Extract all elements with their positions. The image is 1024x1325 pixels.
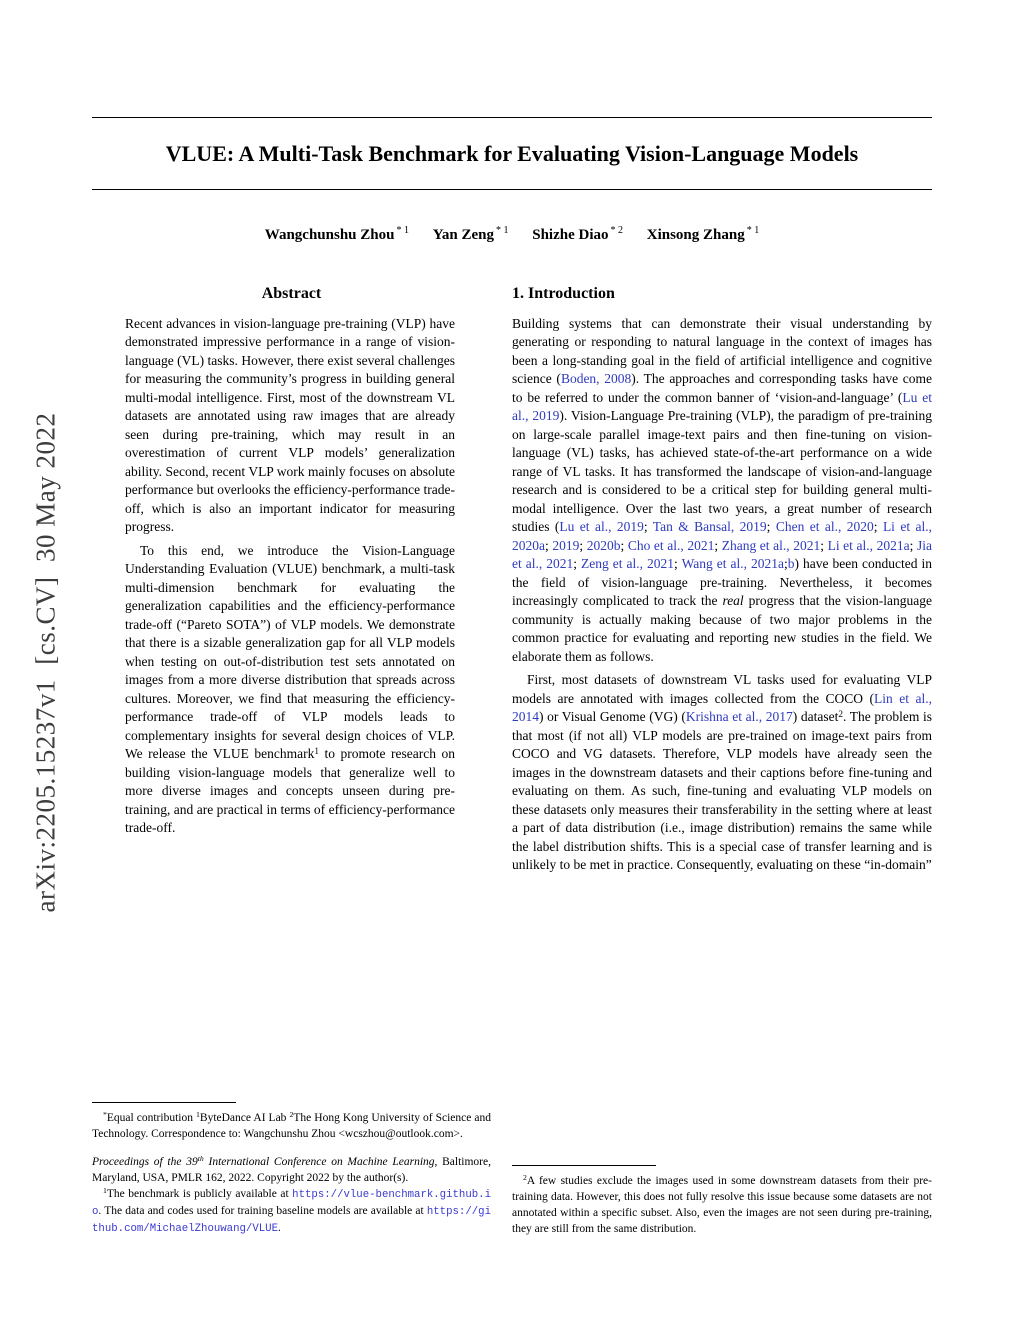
author-affiliation-mark: * 1 [495,225,509,236]
right-footnote-block [512,1165,932,1237]
url-link[interactable]: https://github.com/MichaelZhouwang/VLUE [92,1206,491,1236]
citation-link[interactable]: Lu et al., 2019 [512,389,932,424]
left-column [92,285,491,1237]
citation-link[interactable]: Chen et al., 2020 [775,519,874,535]
paper-title: VLUE: A Multi-Task Benchmark for Evaluating Vision-Language Models [165,141,859,166]
author-affiliation-mark: * 1 [746,225,760,236]
introduction-paragraph-2: First, most datasets of downstream VL tasks used for evaluating VLP models are annotated with images collected from the COCO (Lin et al., 2014) or Visual Genome (VG) (Krishna et al., 2017) dataset$^2$. The problem is that most (if not all) VLP models are pre-trained on image-text pairs from COCO and VG datasets. Therefore, VLP models have already seen the images in the downstream datasets and their captions before fine-tuning and evaluating on them. As such, fine-tuning and evaluating VLP models on these datasets only measures their transferability in the setting where at least a part of data distribution (i.e., image distribution) remains the same while the label distribution shifts. This is a special case of transfer learning and is unlikely to be met in practice. Consequently, evaluating on these “in-domain” [512,672,933,873]
abstract-heading: Abstract [261,285,322,302]
citation-link[interactable]: Li et al., 2021a [827,537,910,553]
right-column [512,285,932,1237]
citation-link[interactable]: Boden, 2008 [560,371,632,387]
paper-content [92,0,932,1237]
introduction-body [512,315,932,875]
dataset-footnote: $^2$A few studies exclude the images used in some downstream datasets from their pre-training data. However, this does not fully resolve this issue because some datasets are not annotated within a specific subset. Also, even the images are not seen during pre-training, they are still from the same distribution. [512,1172,932,1235]
author-affiliation-mark: * 2 [610,225,623,236]
citation-link[interactable]: Wang et al., 2021a [681,556,784,572]
equal-contribution-footnote: *Equal contribution $^1$ByteDance AI Lab $^2$The Hong Kong University of Science and Technology. Correspondence to: Wangchunshu Zhou <wcszhou@outlook.com>. [92,1109,491,1140]
benchmark-footnote: $^1$The benchmark is publicly available at https://vlue-benchmark.github.io. The data and codes used for training baseline models are available at https://github.com/MichaelZhouwang/VLUE. [92,1186,491,1236]
arxiv-watermark-strip [4,0,88,1325]
citation-link[interactable]: Lu et al., 2019 [559,519,644,535]
author-affiliation-mark: * 1 [396,225,409,236]
left-footnote-block [92,1102,491,1237]
footnote-rule [92,1102,236,1103]
abstract-paragraph-1: Recent advances in vision-language pre-training (VLP) have demonstrated impressive performance in a range of vision-language (VL) tasks. However, there exist several challenges for measuring the community’s progress in building general multi-modal intelligence. First, most of the downstream VL datasets are annotated using raw images that are already seen during pre-training, which may result in an overestimation of current VLP models’ generalization ability. Second, recent VLP work mainly focuses on absolute performance but overlooks the efficiency-performance trade-off, which is also an important indicator for measuring progress. [125,316,455,535]
author-name: Yan Zeng $^{* 1}$ [432,225,509,243]
introduction-paragraph-1: Building systems that can demonstrate their visual understanding by generating or responding to natural language in the context of images has been a long-standing goal in the field of artificial intelligence and cognitive science (Boden, 2008). The approaches and corresponding tasks have come to be referred to under the common banner of ‘vision-and-language’ (Lu et al., 2019). Vision-Language Pre-training (VLP), the paradigm of pre-training on large-scale parallel image-text pairs and then fine-tuning on vision-language (VL) tasks, has achieved state-of-the-art performance on a wide range of VL tasks. It has transformed the landscape of vision-and-language research and is considered to be a critical step for building general multi-modal intelligence. Over the last two years, a great number of research studies (Lu et al., 2019; Tan & Bansal, 2019; Chen et al., 2020; Li et al., 2020a; 2019; 2020b; Cho et al., 2021; Zhang et al., 2021; Li et al., 2021a; Jia et al., 2021; Zeng et al., 2021; Wang et al., 2021a;b) have been conducted in the field of vision-language pre-training. Nevertheless, it becomes increasingly complicated to track the real progress that the vision-language community is actually making because of two major problems in the common practice for evaluating and reporting new studies in the field. We elaborate them as follows. [512,316,933,664]
citation-link[interactable]: Krishna et al., 2017 [685,709,793,725]
citation-link[interactable]: Li et al., 2020a [512,519,932,553]
url-link[interactable]: https://vlue-benchmark.github.io [92,1189,491,1219]
abstract-body [92,315,491,838]
authors-line [92,227,932,244]
title-rule-bottom [92,189,932,190]
two-column-body [92,285,932,1237]
proceedings-notice: Proceedings of the 39th International Conference on Machine Learning, Baltimore, Maryland, USA, PMLR 162, 2022. Copyright 2022 by the author(s). [92,1154,491,1185]
footnote-rule [512,1165,656,1166]
arxiv-watermark: arXiv:2205.15237v1 [cs.CV] 30 May 2022 [30,412,61,913]
citation-link[interactable]: Lin et al., 2014 [512,690,933,725]
citation-link[interactable]: Tan & Bansal, 2019 [652,519,767,535]
author-name: Wangchunshu Zhou $^{* 1}$ [264,225,409,243]
citation-link[interactable]: 2019 [552,537,580,553]
abstract-paragraph-2: To this end, we introduce the Vision-Language Understanding Evaluation (VLUE) benchmark, a multi-task multi-dimension benchmark for evaluating the generalization capabilities and the efficiency-performance trade-off (“Pareto SOTA”) of VLP models. We demonstrate that there is a sizable generalization gap for all VLP models when testing on out-of-distribution test sets annotated on images from a more diverse distribution that spreads across cultures. Moreover, we find that measuring the efficiency-performance trade-off of VLP models leads to complementary insights for several design choices of VLP. We release the VLUE benchmark$^1$ to promote research on building vision-language models that generalize well to more diverse images and concepts unseen during pre-training, and are practical in terms of efficiency-performance trade-off. [125,542,455,836]
citation-link[interactable]: Cho et al., 2021 [627,537,715,553]
author-name: Shizhe Diao $^{* 2}$ [532,225,623,243]
citation-link[interactable]: 2020b [586,537,621,553]
citation-link[interactable]: Zeng et al., 2021 [581,556,675,572]
author-name: Xinsong Zhang $^{* 1}$ [646,225,760,243]
citation-link[interactable]: Jia et al., 2021 [512,537,932,572]
introduction-heading: 1. Introduction [512,285,615,302]
citation-link[interactable]: b [787,556,795,572]
citation-link[interactable]: Zhang et al., 2021 [721,537,821,553]
